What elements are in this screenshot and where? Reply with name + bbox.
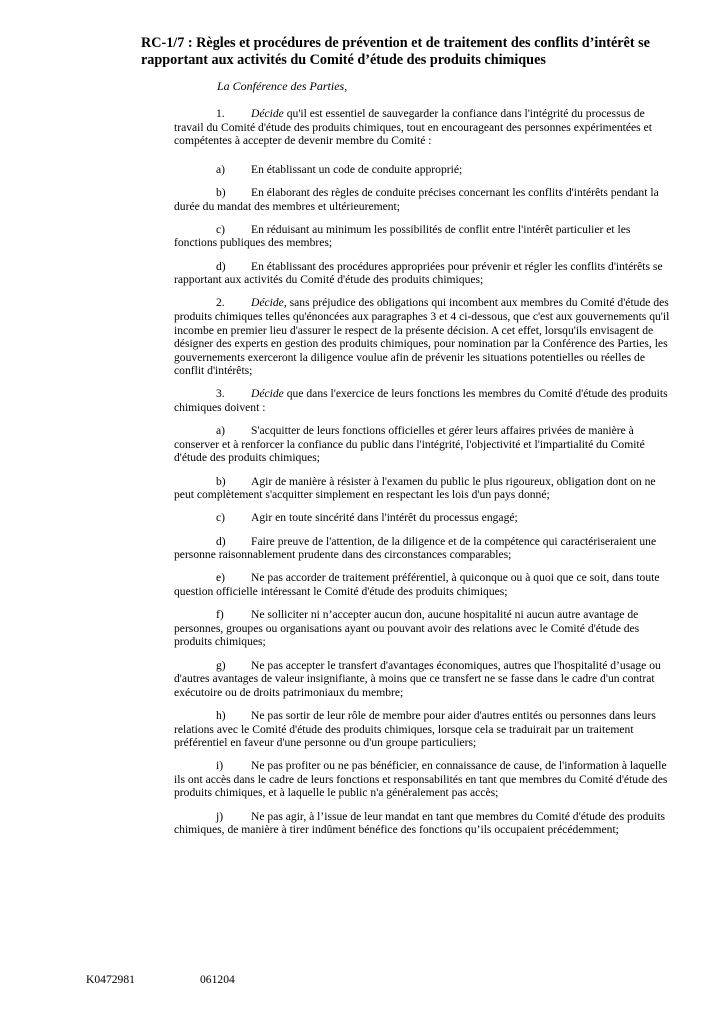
- item-letter: a): [216, 424, 226, 438]
- item-text: Agir en toute sincérité dans l'intérêt du processus engagé;: [251, 511, 518, 525]
- item-text: Faire preuve de l'attention, de la diligence et de la compétence qui caractériseraient une personne raisonnablement prudente dans des circonstances comparables;: [174, 534, 657, 562]
- footer-document-code: K0472981: [86, 973, 135, 986]
- list-item-1c: [174, 223, 676, 250]
- item-text: S'acquitter de leurs fonctions officielles et gérer leurs affaires privées de manière à conserver et à renforcer la confiance du public dans l'intégrité, l'objectivité et l'impartialité du Comité d'étude des produits chimiques;: [174, 424, 645, 465]
- list-item-1a: [174, 163, 676, 177]
- intro-text: La Conférence des Parties: [217, 79, 345, 93]
- decide-emphasis: Décide: [251, 296, 284, 310]
- item-letter: g): [216, 658, 226, 672]
- item-text: Ne pas agir, à l’issue de leur mandat en tant que membres du Comité d'étude des produits chimiques, de manière à tirer indûment bénéfice des fonctions qu’ils occupaient précédemment;: [174, 809, 666, 837]
- item-letter: c): [216, 222, 226, 236]
- paragraph-2: [174, 296, 676, 378]
- item-letter: e): [216, 571, 226, 585]
- paragraph-text: que dans l'exercice de leurs fonctions les membres du Comité d'étude des produits chimiques doivent :: [174, 387, 668, 415]
- list-item-3g: [174, 659, 676, 700]
- item-text: Ne solliciter ni n’accepter aucun don, aucune hospitalité ni aucun autre avantage de personnes, groupes ou organisations ayant ou pouvant avoir des relations avec le Comité d'étude des produits chimiques;: [174, 608, 640, 649]
- item-text: Ne pas sortir de leur rôle de membre pour aider d'autres entités ou personnes dans leurs relations avec le Comité d'étude des produits chimiques, lorsque cela se traduirait par un traitement préférentiel en faveur d'une personne ou d'un groupe particuliers;: [174, 708, 656, 750]
- intro-line: [217, 79, 347, 93]
- intro-punct: ,: [344, 79, 348, 93]
- item-letter: b): [216, 185, 226, 199]
- item-text: Ne pas accepter le transfert d'avantages économiques, autres que l'hospitalité d’usage ou d'autres avantages de valeur insignifiante, à moins que ce transfert ne se fasse dans le cadre d'un contrat exécutoire ou de droits patrimoniaux du membre;: [174, 658, 661, 699]
- page-title: RC-1/7 : Règles et procédures de prévention et de traitement des conflits d’intérêt se rapportant aux activités du Comité d’étude des produits chimiques: [141, 35, 650, 68]
- footer-date-code: 061204: [200, 973, 235, 986]
- paragraph-text: qu'il est essentiel de sauvegarder la confiance dans l'intégrité du processus de travail du Comité d'étude des produits chimiques, tout en encourageant des personnes expérimentées et compétentes à accepter de devenir membre du Comité :: [174, 107, 652, 148]
- item-letter: j): [216, 809, 224, 823]
- item-text: En établissant des procédures appropriées pour prévenir et régler les conflits d'intérêts se rapportant aux activités du Comité d'étude des produits chimiques;: [174, 259, 663, 287]
- paragraph-number: 1.: [216, 107, 225, 120]
- list-item-3f: [174, 608, 676, 649]
- paragraph-number: 3.: [216, 387, 225, 401]
- item-text: Ne pas accorder de traitement préférentiel, à quiconque ou à quoi que ce soit, dans toute question officielle intéressant le Comité d'étude des produits chimiques;: [174, 571, 660, 598]
- item-letter: i): [216, 759, 224, 773]
- list-item-1b: [174, 186, 676, 213]
- paragraph-text: , sans préjudice des obligations qui incombent aux membres du Comité d'étude des produits chimiques telles qu'énoncées aux paragraphes 3 et 4 ci-dessous, que c'est aux gouvernements qu'il incombe en premier lieu d'assurer le respect de la présente décision. A cet effet, lorsqu'ils envisagent de désigner des experts en gestion des produits chimiques, pour nomination par la Conférence des Parties, les gouvernements exerceront la diligence voulue afin de prévenir les situations potentielles ou réelles de conflit d'intérêts;: [174, 296, 670, 378]
- item-text: En établissant un code de conduite approprié;: [251, 162, 463, 176]
- item-letter: f): [216, 608, 224, 622]
- item-letter: b): [216, 474, 226, 488]
- list-item-3h: [174, 709, 676, 750]
- item-text: Agir de manière à résister à l'examen du public le plus rigoureux, obligation dont on ne peut complètement s'acquitter simplement en respectant les lois d'un pays donné;: [174, 474, 656, 502]
- list-item-3c: [174, 511, 676, 525]
- list-item-3i: [174, 759, 676, 800]
- item-text: Ne pas profiter ou ne pas bénéficier, en connaissance de cause, de l'information à laquelle ils ont accès dans le cadre de leurs fonctions et responsabilités en tant que membres du Comité d'étude des produits chimiques, et à laquelle le public n'a généralement pas accès;: [174, 759, 668, 800]
- item-letter: d): [216, 534, 226, 548]
- list-item-3a: [174, 424, 676, 465]
- item-letter: c): [216, 511, 226, 525]
- paragraph-3: [174, 387, 676, 414]
- decision-body: [174, 107, 676, 846]
- paragraph-1: [174, 107, 676, 148]
- decide-emphasis: Décide: [251, 107, 284, 120]
- paragraph-number: 2.: [216, 296, 225, 310]
- item-text: En élaborant des règles de conduite précises concernant les conflits d'intérêts pendant la durée du mandat des membres et ultérieurement;: [174, 185, 659, 213]
- list-item-3d: [174, 535, 676, 562]
- list-item-3b: [174, 475, 676, 502]
- decide-emphasis: Décide: [251, 387, 284, 401]
- item-letter: h): [216, 708, 226, 722]
- item-text: En réduisant au minimum les possibilités de conflit entre l'intérêt particulier et les fonctions publiques des membres;: [174, 222, 631, 250]
- list-item-3e: [174, 571, 676, 598]
- list-item-3j: [174, 810, 676, 837]
- list-item-1d: [174, 260, 676, 287]
- item-letter: d): [216, 259, 226, 273]
- item-letter: a): [216, 162, 226, 176]
